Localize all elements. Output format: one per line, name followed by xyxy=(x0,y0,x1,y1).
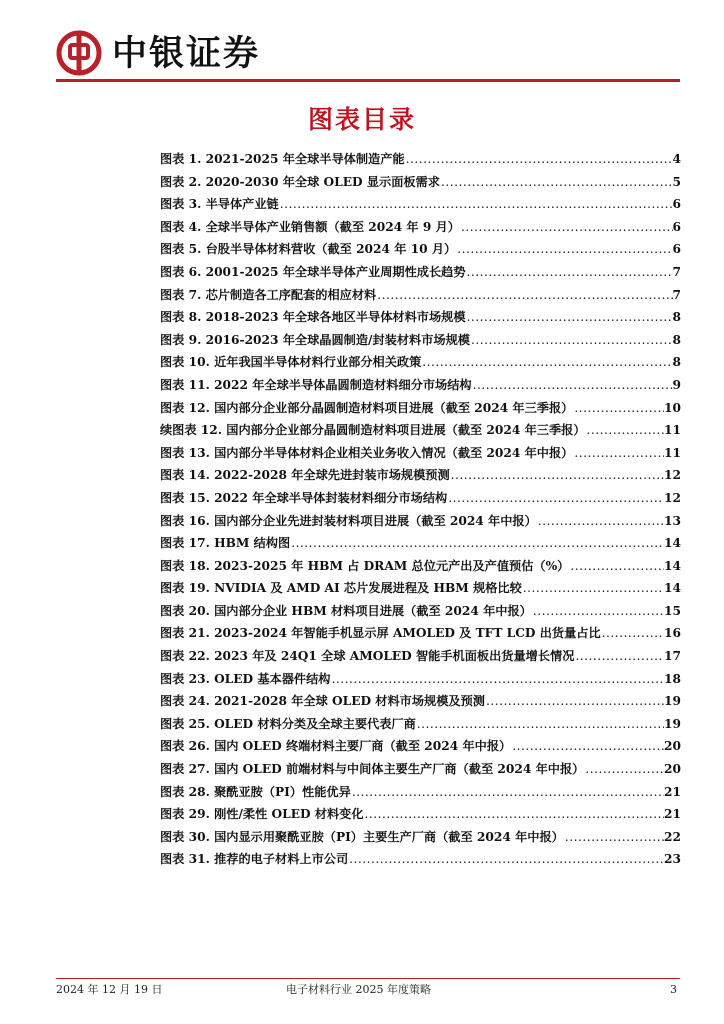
toc-entry-page: 12 xyxy=(664,468,681,483)
toc-entry[interactable] xyxy=(160,600,681,623)
toc-dot-leader xyxy=(601,622,664,645)
toc-dot-leader xyxy=(569,555,664,578)
footer-page-number: 3 xyxy=(670,983,677,996)
toc-entry-label: 图表 20. 国内部分企业 HBM 材料项目进展（截至 2024 年中报） xyxy=(160,603,532,618)
toc-entry-label: 图表 24. 2021-2028 年全球 OLED 材料市场规模及预测 xyxy=(160,694,485,709)
toc-entry-page: 20 xyxy=(664,739,681,754)
header-divider xyxy=(56,79,680,82)
toc-entry[interactable] xyxy=(160,284,681,307)
toc-entry[interactable] xyxy=(160,668,681,691)
toc-entry-label: 图表 10. 近年我国半导体材料行业部分相关政策 xyxy=(160,355,422,370)
toc-entry[interactable] xyxy=(160,577,681,600)
toc-entry-page: 11 xyxy=(664,423,681,438)
toc-dot-leader xyxy=(466,306,673,329)
toc-entry-label: 图表 4. 全球半导体产业销售额（截至 2024 年 9 月） xyxy=(160,219,460,234)
toc-dot-leader xyxy=(405,148,673,171)
toc-entry[interactable] xyxy=(160,261,681,284)
toc-entry-label: 图表 2. 2020-2030 年全球 OLED 显示面板需求 xyxy=(160,174,440,189)
toc-entry-page: 19 xyxy=(664,694,681,709)
toc-entry[interactable] xyxy=(160,510,681,533)
bank-of-china-logo-icon xyxy=(56,30,102,76)
toc-entry-page: 22 xyxy=(664,829,681,844)
toc-entry[interactable] xyxy=(160,826,681,849)
brand-name: 中银证券 xyxy=(112,34,261,74)
toc-entry-page: 14 xyxy=(664,558,681,573)
toc-entry[interactable] xyxy=(160,848,681,871)
toc-entry-label: 图表 31. 推荐的电子材料上市公司 xyxy=(160,852,349,867)
toc-entry[interactable] xyxy=(160,645,681,668)
toc-entry-page: 20 xyxy=(664,762,681,777)
toc-entry-label: 图表 30. 国内显示用聚酰亚胺（PI）主要生产厂商（截至 2024 年中报） xyxy=(160,829,564,844)
toc-dot-leader xyxy=(584,758,664,781)
toc-dot-leader xyxy=(485,690,664,713)
toc-entry-label: 图表 29. 刚性/柔性 OLED 材料变化 xyxy=(160,807,364,822)
toc-entry-page: 14 xyxy=(664,536,681,551)
toc-entry[interactable] xyxy=(160,397,681,420)
toc-dot-leader xyxy=(456,238,672,261)
toc-entry[interactable] xyxy=(160,690,681,713)
toc-dot-leader xyxy=(447,487,664,510)
table-of-figures xyxy=(160,148,681,871)
toc-entry-page: 6 xyxy=(672,197,681,212)
toc-entry-label: 图表 17. HBM 结构图 xyxy=(160,536,291,551)
toc-dot-leader xyxy=(440,171,673,194)
toc-entry-label: 图表 5. 台股半导体材料营收（截至 2024 年 10 月） xyxy=(160,242,457,257)
toc-entry-label: 图表 23. OLED 基本器件结构 xyxy=(160,671,331,686)
toc-entry-page: 18 xyxy=(664,671,681,686)
toc-dot-leader xyxy=(470,329,673,352)
toc-entry-label: 图表 25. OLED 材料分类及全球主要代表厂商 xyxy=(160,716,416,731)
toc-dot-leader xyxy=(532,600,664,623)
toc-dot-leader xyxy=(522,577,664,600)
toc-entry-page: 16 xyxy=(664,626,681,641)
toc-dot-leader xyxy=(290,532,664,555)
toc-entry-label: 图表 27. 国内 OLED 前端材料与中间体主要生产厂商（截至 2024 年中报） xyxy=(160,762,585,777)
toc-entry[interactable] xyxy=(160,216,681,239)
toc-dot-leader xyxy=(472,374,673,397)
toc-entry[interactable] xyxy=(160,781,681,804)
toc-dot-leader xyxy=(421,351,672,374)
toc-entry-page: 23 xyxy=(664,852,681,867)
toc-entry-label: 图表 26. 国内 OLED 终端材料主要厂商（截至 2024 年中报） xyxy=(160,739,512,754)
toc-dot-leader xyxy=(573,397,664,420)
toc-dot-leader xyxy=(330,668,664,691)
toc-entry[interactable] xyxy=(160,238,681,261)
toc-dot-leader xyxy=(466,261,673,284)
toc-entry-label: 图表 1. 2021-2025 年全球半导体制造产能 xyxy=(160,152,405,166)
toc-entry[interactable] xyxy=(160,419,681,442)
toc-dot-leader xyxy=(574,645,664,668)
toc-entry[interactable] xyxy=(160,555,681,578)
toc-entry[interactable] xyxy=(160,171,681,194)
toc-entry-label: 图表 15. 2022 年全球半导体封装材料细分市场结构 xyxy=(160,490,448,505)
toc-entry[interactable] xyxy=(160,735,681,758)
toc-dot-leader xyxy=(450,464,664,487)
toc-entry-label: 图表 12. 国内部分企业部分晶圆制造材料项目进展（截至 2024 年三季报） xyxy=(160,400,574,415)
toc-entry-page: 9 xyxy=(672,377,681,392)
toc-dot-leader xyxy=(376,284,672,307)
toc-entry-page: 12 xyxy=(664,490,681,505)
toc-entry-label: 图表 11. 2022 年全球半导体晶圆制造材料细分市场结构 xyxy=(160,377,472,392)
toc-entry-page: 15 xyxy=(664,603,681,618)
toc-dot-leader xyxy=(364,803,664,826)
toc-entry-page: 7 xyxy=(672,264,681,279)
toc-entry-label: 图表 8. 2018-2023 年全球各地区半导体材料市场规模 xyxy=(160,310,466,325)
toc-entry[interactable] xyxy=(160,622,681,645)
toc-entry-page: 6 xyxy=(672,219,681,234)
toc-entry[interactable] xyxy=(160,532,681,555)
toc-entry-page: 8 xyxy=(672,310,681,325)
toc-entry-page: 8 xyxy=(672,355,681,370)
toc-entry-page: 6 xyxy=(672,242,681,257)
toc-dot-leader xyxy=(511,735,664,758)
footer-document-title: 电子材料行业 2025 年度策略 xyxy=(286,983,431,996)
toc-dot-leader xyxy=(348,848,664,871)
toc-entry[interactable] xyxy=(160,758,681,781)
toc-dot-leader xyxy=(564,826,664,849)
toc-entry-page: 14 xyxy=(664,581,681,596)
toc-entry-page: 4 xyxy=(672,152,681,166)
toc-dot-leader xyxy=(416,713,664,736)
toc-entry-page: 7 xyxy=(672,287,681,302)
toc-entry[interactable] xyxy=(160,713,681,736)
toc-entry[interactable] xyxy=(160,148,681,171)
toc-dot-leader xyxy=(351,781,664,804)
toc-dot-leader xyxy=(586,419,664,442)
footer-date: 2024 年 12 月 19 日 xyxy=(56,983,163,996)
toc-entry-label: 图表 13. 国内部分半导体材料企业相关业务收入情况（截至 2024 年中报） xyxy=(160,445,574,460)
toc-entry-label: 图表 14. 2022-2028 年全球先进封装市场规模预测 xyxy=(160,468,450,483)
page-header xyxy=(56,28,680,82)
toc-dot-leader xyxy=(279,193,673,216)
toc-entry-label: 图表 7. 芯片制造各工序配套的相应材料 xyxy=(160,287,377,302)
toc-entry-label: 图表 18. 2023-2025 年 HBM 占 DRAM 总位元产出及产值预估（%） xyxy=(160,558,570,573)
toc-entry-label: 图表 6. 2001-2025 年全球半导体产业周期性成长趋势 xyxy=(160,264,466,279)
toc-entry-page: 21 xyxy=(664,807,681,822)
toc-entry-page: 8 xyxy=(672,332,681,347)
toc-entry[interactable] xyxy=(160,803,681,826)
toc-entry[interactable] xyxy=(160,464,681,487)
toc-entry-page: 21 xyxy=(664,784,681,799)
toc-entry-page: 19 xyxy=(664,716,681,731)
toc-entry-page: 17 xyxy=(664,649,681,664)
footer-divider xyxy=(56,978,680,979)
toc-entry[interactable] xyxy=(160,351,681,374)
toc-entry-label: 图表 19. NVIDIA 及 AMD AI 芯片发展进程及 HBM 规格比较 xyxy=(160,581,522,596)
toc-entry[interactable] xyxy=(160,306,681,329)
toc-entry-page: 11 xyxy=(664,445,681,460)
toc-entry-page: 13 xyxy=(664,513,681,528)
toc-entry[interactable] xyxy=(160,329,681,352)
toc-dot-leader xyxy=(573,442,664,465)
toc-entry[interactable] xyxy=(160,374,681,397)
toc-entry-label: 图表 9. 2016-2023 年全球晶圆制造/封装材料市场规模 xyxy=(160,332,470,347)
toc-entry-page: 5 xyxy=(672,174,681,189)
toc-entry-label: 续图表 12. 国内部分企业部分晶圆制造材料项目进展（截至 2024 年三季报） xyxy=(160,423,586,438)
toc-entry[interactable] xyxy=(160,442,681,465)
page-title: 图表目录 xyxy=(307,105,416,134)
toc-entry-label: 图表 3. 半导体产业链 xyxy=(160,197,279,212)
toc-entry[interactable] xyxy=(160,193,681,216)
toc-entry-label: 图表 21. 2023-2024 年智能手机显示屏 AMOLED 及 TFT LCD 出货量占比 xyxy=(160,626,601,641)
toc-entry-label: 图表 28. 聚酰亚胺（PI）性能优异 xyxy=(160,784,351,799)
toc-dot-leader xyxy=(537,510,664,533)
toc-entry-label: 图表 16. 国内部分企业先进封装材料项目进展（截至 2024 年中报） xyxy=(160,513,537,528)
toc-entry[interactable] xyxy=(160,487,681,510)
toc-entry-page: 10 xyxy=(664,400,681,415)
toc-dot-leader xyxy=(460,216,673,239)
toc-entry-label: 图表 22. 2023 年及 24Q1 全球 AMOLED 智能手机面板出货量增长情况 xyxy=(160,649,575,664)
